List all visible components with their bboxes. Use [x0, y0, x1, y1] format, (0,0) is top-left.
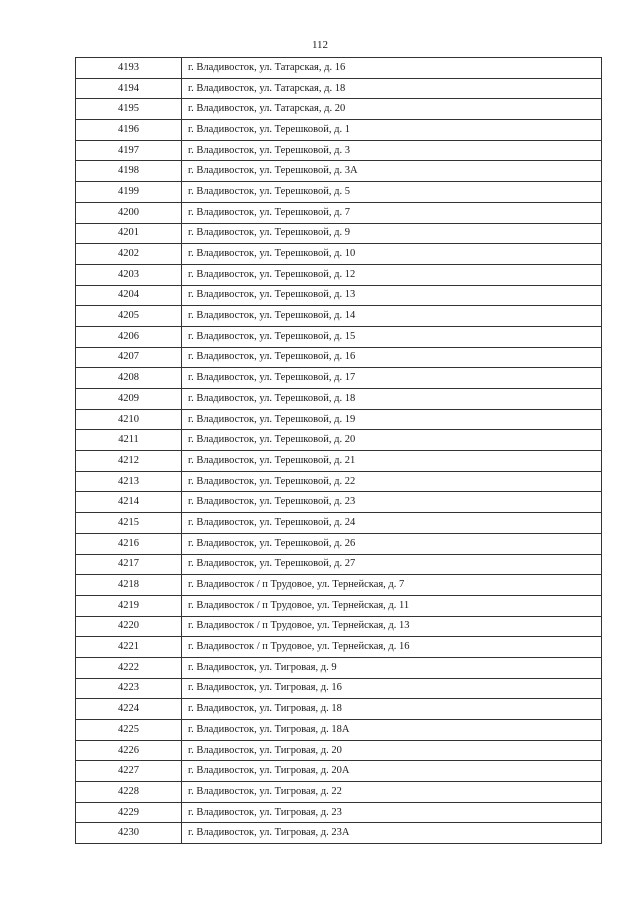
table-row: [76, 326, 602, 347]
row-number-cell: 4205: [76, 306, 182, 327]
row-number-cell: 4226: [76, 740, 182, 761]
address-cell: г. Владивосток, ул. Терешковой, д. 13: [182, 285, 602, 306]
row-number-cell: 4227: [76, 761, 182, 782]
row-number-cell: 4202: [76, 244, 182, 265]
table-row: [76, 368, 602, 389]
table-row: [76, 471, 602, 492]
table-row: [76, 389, 602, 410]
row-number-cell: 4221: [76, 637, 182, 658]
table-row: [76, 58, 602, 79]
row-number-cell: 4207: [76, 347, 182, 368]
row-number-cell: 4214: [76, 492, 182, 513]
row-number-cell: 4203: [76, 264, 182, 285]
table-row: [76, 264, 602, 285]
row-number-cell: 4217: [76, 554, 182, 575]
row-number-cell: 4213: [76, 471, 182, 492]
table-row: [76, 554, 602, 575]
row-number-cell: 4212: [76, 451, 182, 472]
row-number-cell: 4222: [76, 657, 182, 678]
address-cell: г. Владивосток, ул. Татарская, д. 20: [182, 99, 602, 120]
table-row: [76, 492, 602, 513]
table-row: [76, 678, 602, 699]
row-number-cell: 4225: [76, 720, 182, 741]
address-cell: г. Владивосток, ул. Терешковой, д. 10: [182, 244, 602, 265]
address-cell: г. Владивосток, ул. Тигровая, д. 16: [182, 678, 602, 699]
table-row: [76, 347, 602, 368]
table-row: [76, 595, 602, 616]
row-number-cell: 4201: [76, 223, 182, 244]
row-number-cell: 4197: [76, 140, 182, 161]
address-cell: г. Владивосток, ул. Тигровая, д. 20А: [182, 761, 602, 782]
address-cell: г. Владивосток, ул. Терешковой, д. 21: [182, 451, 602, 472]
address-cell: г. Владивосток, ул. Тигровая, д. 23: [182, 802, 602, 823]
address-table-body: [76, 58, 602, 844]
row-number-cell: 4198: [76, 161, 182, 182]
table-row: [76, 699, 602, 720]
address-cell: г. Владивосток, ул. Терешковой, д. 1: [182, 120, 602, 141]
row-number-cell: 4199: [76, 182, 182, 203]
row-number-cell: 4229: [76, 802, 182, 823]
table-row: [76, 120, 602, 141]
address-cell: г. Владивосток, ул. Терешковой, д. 19: [182, 409, 602, 430]
address-cell: г. Владивосток, ул. Терешковой, д. 16: [182, 347, 602, 368]
table-row: [76, 637, 602, 658]
table-row: [76, 740, 602, 761]
row-number-cell: 4228: [76, 782, 182, 803]
address-cell: г. Владивосток, ул. Тигровая, д. 18А: [182, 720, 602, 741]
table-row: [76, 575, 602, 596]
address-cell: г. Владивосток / п Трудовое, ул. Тернейская, д. 16: [182, 637, 602, 658]
row-number-cell: 4219: [76, 595, 182, 616]
row-number-cell: 4193: [76, 58, 182, 79]
table-row: [76, 140, 602, 161]
address-cell: г. Владивосток, ул. Терешковой, д. 14: [182, 306, 602, 327]
page-number: 112: [311, 39, 329, 51]
table-row: [76, 161, 602, 182]
address-cell: г. Владивосток, ул. Терешковой, д. 18: [182, 389, 602, 410]
row-number-cell: 4196: [76, 120, 182, 141]
table-row: [76, 533, 602, 554]
row-number-cell: 4210: [76, 409, 182, 430]
address-cell: г. Владивосток, ул. Терешковой, д. 27: [182, 554, 602, 575]
table-row: [76, 285, 602, 306]
table-row: [76, 99, 602, 120]
address-cell: г. Владивосток / п Трудовое, ул. Тернейская, д. 11: [182, 595, 602, 616]
table-row: [76, 223, 602, 244]
address-cell: г. Владивосток / п Трудовое, ул. Тернейская, д. 7: [182, 575, 602, 596]
table-row: [76, 802, 602, 823]
address-cell: г. Владивосток, ул. Татарская, д. 18: [182, 78, 602, 99]
address-cell: г. Владивосток, ул. Терешковой, д. 5: [182, 182, 602, 203]
table-row: [76, 306, 602, 327]
address-cell: г. Владивосток, ул. Тигровая, д. 20: [182, 740, 602, 761]
row-number-cell: 4230: [76, 823, 182, 844]
address-cell: г. Владивосток, ул. Терешковой, д. 22: [182, 471, 602, 492]
row-number-cell: 4209: [76, 389, 182, 410]
table-row: [76, 182, 602, 203]
address-cell: г. Владивосток, ул. Терешковой, д. 7: [182, 202, 602, 223]
row-number-cell: 4223: [76, 678, 182, 699]
table-row: [76, 451, 602, 472]
table-row: [76, 720, 602, 741]
address-cell: г. Владивосток, ул. Терешковой, д. 24: [182, 513, 602, 534]
row-number-cell: 4204: [76, 285, 182, 306]
address-cell: г. Владивосток, ул. Терешковой, д. 23: [182, 492, 602, 513]
address-cell: г. Владивосток, ул. Терешковой, д. 3А: [182, 161, 602, 182]
table-row: [76, 409, 602, 430]
table-row: [76, 823, 602, 844]
address-cell: г. Владивосток, ул. Терешковой, д. 26: [182, 533, 602, 554]
address-cell: г. Владивосток, ул. Терешковой, д. 20: [182, 430, 602, 451]
address-cell: г. Владивосток, ул. Терешковой, д. 9: [182, 223, 602, 244]
row-number-cell: 4206: [76, 326, 182, 347]
address-cell: г. Владивосток, ул. Тигровая, д. 23А: [182, 823, 602, 844]
table-row: [76, 782, 602, 803]
address-cell: г. Владивосток, ул. Татарская, д. 16: [182, 58, 602, 79]
table-row: [76, 202, 602, 223]
table-row: [76, 430, 602, 451]
address-cell: г. Владивосток, ул. Терешковой, д. 12: [182, 264, 602, 285]
table-row: [76, 761, 602, 782]
row-number-cell: 4200: [76, 202, 182, 223]
address-cell: г. Владивосток, ул. Тигровая, д. 18: [182, 699, 602, 720]
row-number-cell: 4208: [76, 368, 182, 389]
row-number-cell: 4220: [76, 616, 182, 637]
table-row: [76, 244, 602, 265]
address-cell: г. Владивосток, ул. Терешковой, д. 15: [182, 326, 602, 347]
row-number-cell: 4211: [76, 430, 182, 451]
address-table: [75, 57, 602, 844]
row-number-cell: 4215: [76, 513, 182, 534]
address-cell: г. Владивосток, ул. Терешковой, д. 17: [182, 368, 602, 389]
row-number-cell: 4224: [76, 699, 182, 720]
row-number-cell: 4216: [76, 533, 182, 554]
table-row: [76, 657, 602, 678]
address-cell: г. Владивосток, ул. Тигровая, д. 9: [182, 657, 602, 678]
table-row: [76, 513, 602, 534]
address-cell: г. Владивосток, ул. Терешковой, д. 3: [182, 140, 602, 161]
row-number-cell: 4195: [76, 99, 182, 120]
table-row: [76, 78, 602, 99]
address-cell: г. Владивосток, ул. Тигровая, д. 22: [182, 782, 602, 803]
table-row: [76, 616, 602, 637]
row-number-cell: 4194: [76, 78, 182, 99]
address-cell: г. Владивосток / п Трудовое, ул. Тернейская, д. 13: [182, 616, 602, 637]
row-number-cell: 4218: [76, 575, 182, 596]
